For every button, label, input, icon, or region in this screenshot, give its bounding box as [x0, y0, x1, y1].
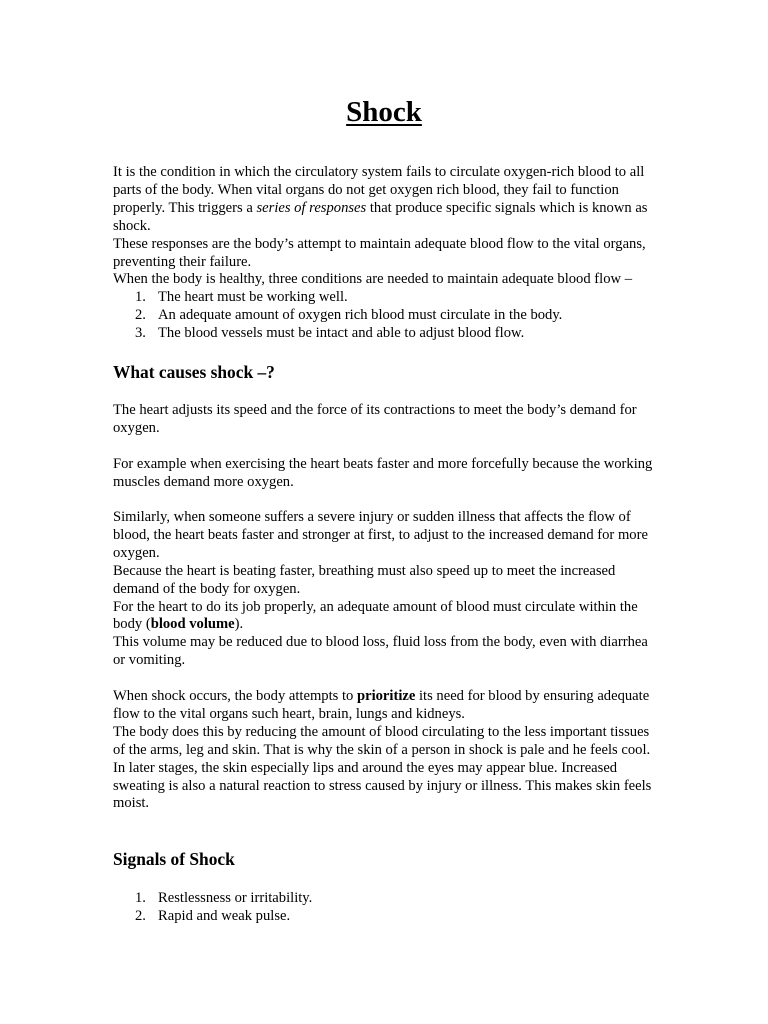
causes-paragraph-2: For example when exercising the heart beats faster and more forcefully because the working muscles demand more oxygen.	[113, 456, 653, 490]
page-title: Shock	[346, 96, 422, 128]
causes-section-c	[113, 688, 658, 813]
list-item	[113, 890, 658, 908]
signals-list	[113, 890, 658, 926]
signals-heading: Signals of Shock	[113, 849, 235, 869]
list-item	[113, 289, 658, 307]
conditions-list	[113, 289, 658, 343]
list-item-text: The heart must be working well.	[158, 289, 348, 306]
intro-section	[113, 164, 658, 343]
causes-p5-bold: blood volume	[150, 616, 235, 633]
causes-paragraph-1: The heart adjusts its speed and the force of its contractions to meet the body’s demand for oxygen.	[113, 402, 637, 436]
list-number: 1.	[135, 289, 146, 306]
signals-section	[113, 890, 658, 926]
causes-heading: What causes shock –?	[113, 362, 275, 382]
causes-p7-text-b: its need for blood by ensuring adequate flow to the vital organs such heart, brain, lungs and kidneys.	[113, 688, 650, 722]
list-number: 3.	[135, 325, 146, 342]
intro-paragraph-2: These responses are the body’s attempt to maintain adequate blood flow to the vital organs, preventing their failure.	[113, 235, 646, 270]
causes-paragraph-3: Similarly, when someone suffers a severe injury or sudden illness that affects the flow of blood, the heart beats faster and stronger at first, to adjust to the increased demand for more oxygen.	[113, 509, 648, 561]
list-number: 2.	[135, 907, 146, 924]
list-item	[113, 307, 658, 325]
causes-paragraph-6: This volume may be reduced due to blood loss, fluid loss from the body, even with diarrhea or vomiting.	[113, 634, 648, 669]
intro-p1-text-a: It is the condition in which the circulatory system fails to circulate oxygen-rich blood to all parts of the body. When vital organs do not get oxygen rich blood, they fail to function properly. This triggers a	[113, 164, 645, 216]
list-number: 2.	[135, 307, 146, 324]
causes-p5-text-a: For the heart to do its job properly, an adequate amount of blood must circulate within the body (	[113, 598, 638, 633]
causes-paragraph-7	[113, 688, 658, 724]
causes-paragraph-4: Because the heart is beating faster, breathing must also speed up to meet the increased demand of the body for oxygen.	[113, 562, 616, 597]
list-item-text: The blood vessels must be intact and able to adjust blood flow.	[158, 325, 525, 342]
causes-paragraph-8: The body does this by reducing the amount of blood circulating to the less important tissues of the arms, leg and skin. That is why the skin of a person in shock is pale and he feels cool.	[113, 723, 651, 758]
intro-p1-text-b: that produce specific signals which is known as shock.	[113, 199, 648, 234]
causes-paragraph-9: In later stages, the skin especially lips and around the eyes may appear blue. Increased sweating is also a natural reaction to stress caused by injury or illness. This makes skin feels moist.	[113, 759, 652, 812]
causes-p7-text-a: When shock occurs, the body attempts to	[113, 688, 357, 704]
list-item-text: An adequate amount of oxygen rich blood must circulate in the body.	[158, 307, 563, 324]
causes-paragraph-5	[113, 599, 658, 635]
intro-paragraph-3: When the body is healthy, three conditions are needed to maintain adequate blood flow –	[113, 271, 632, 288]
causes-section-b	[113, 509, 658, 670]
causes-p5-text-b: ).	[234, 616, 244, 633]
list-item	[113, 908, 658, 926]
list-item-text: Restlessness or irritability.	[158, 890, 313, 906]
list-item-text: Rapid and weak pulse.	[158, 907, 291, 924]
causes-p7-bold: prioritize	[356, 688, 416, 704]
intro-paragraph-1	[113, 164, 658, 236]
list-number: 1.	[135, 890, 146, 906]
list-item	[113, 325, 658, 343]
intro-p1-emphasis: series of responses	[256, 199, 367, 216]
